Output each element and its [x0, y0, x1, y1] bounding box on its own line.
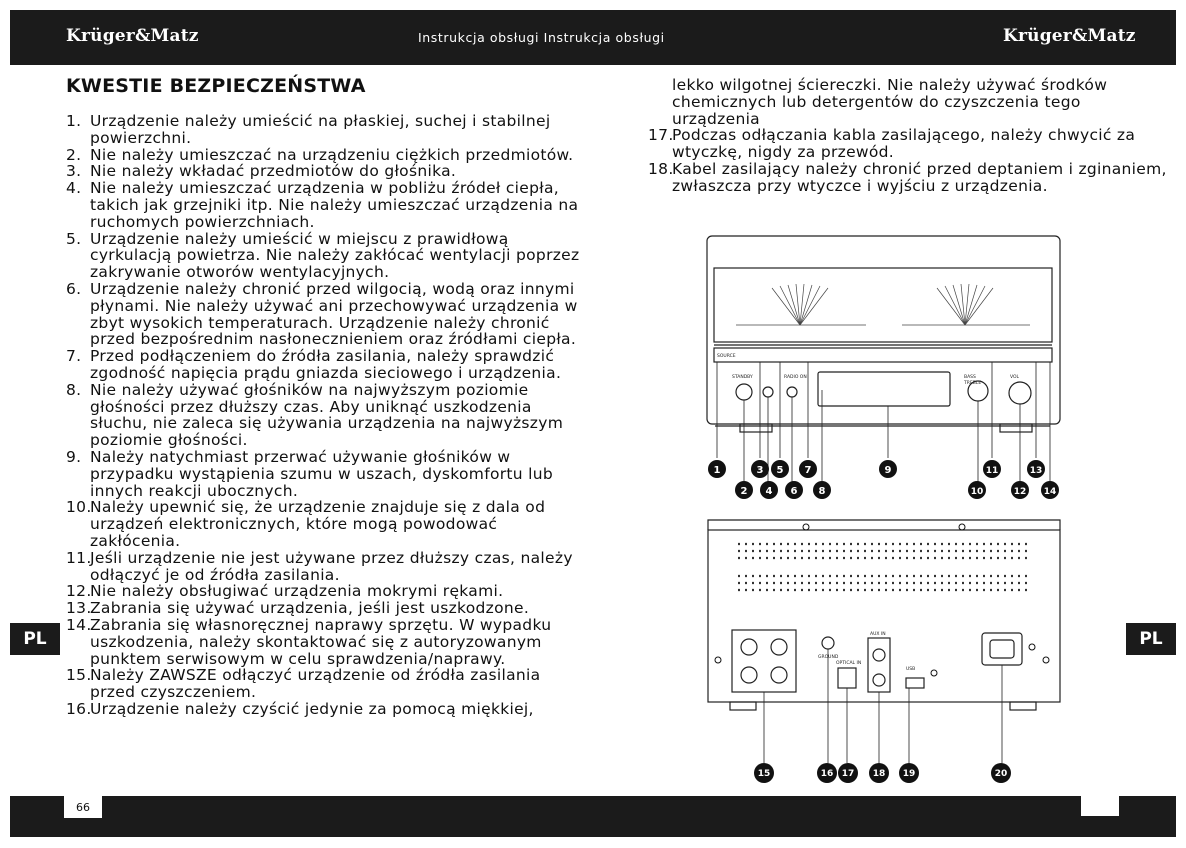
list-item: 9. Należy natychmiast przerwać używanie głośników w przypadku wystąpienia szumu w uszach, dyskomfortu lub innych reakcji ubocznych. [66, 447, 554, 500]
callout-5: 5 [776, 465, 784, 476]
callout-14: 14 [1043, 487, 1057, 497]
rear-leader-lines [764, 649, 1002, 763]
label-usb: USB [906, 667, 916, 672]
callout-10: 10 [970, 487, 984, 497]
front-callouts [708, 460, 1059, 499]
section-title: KWESTIE BEZPIECZEŃSTWA [66, 75, 366, 97]
brand-logo-left: Krüger&Matz [66, 26, 199, 46]
vent-holes [738, 544, 1032, 590]
vu-meter-left [736, 284, 866, 325]
list-item: 8. Nie należy używać głośników na najwyższym poziomie głośności przez dłuższy czas. Aby uniknąć uszkodzenia słuchu, nie zaleca się używania urządzenia na najwyższym poziomie głośności. [66, 380, 564, 450]
rear-panel [708, 520, 1060, 710]
label-optical: OPTICAL IN [836, 661, 862, 666]
footer-bar [10, 796, 1176, 837]
label-standby: STANDBY [732, 375, 753, 380]
list-item: 11. Jeśli urządzenie nie jest używane przez dłuższy czas, należy odłączyć je od źródła zasilania. [66, 548, 573, 584]
callout-15: 15 [757, 769, 771, 779]
callout-13: 13 [1029, 466, 1043, 476]
callout-1: 1 [713, 465, 721, 476]
list-item: 16. Urządzenie należy czyścić jedynie za pomocą miękkiej, [66, 699, 534, 718]
device-diagram [700, 230, 1070, 790]
callout-18: 18 [872, 769, 886, 779]
list-item: 2. Nie należy umieszczać na urządzeniu ciężkich przedmiotów. [66, 145, 574, 164]
callout-8: 8 [818, 486, 826, 497]
brand-logo-right: Krüger&Matz [1003, 26, 1136, 46]
callout-12: 12 [1013, 487, 1027, 497]
item-16-continuation: lekko wilgotnej ściereczki. Nie należy używać środków chemicznych lub detergentów do czyszczenia tego urządzenia [672, 76, 1108, 128]
callout-4: 4 [765, 486, 773, 497]
screws [715, 524, 1049, 676]
header-title: Instrukcja obsługi Instrukcja obsługi [418, 30, 665, 45]
list-item: 14. Zabrania się własnoręcznej naprawy sprzętu. W wypadku uszkodzenia, należy skontaktować się z autoryzowanym punktem serwisowym w celu sprawdzenia/naprawy. [66, 615, 552, 668]
list-item: 6. Urządzenie należy chronić przed wilgocią, wodą oraz innymi płynami. Nie należy używać ani przechowywać urządzenia w zbyt wysokich temperaturach. Urządzenie należy chronić przed bezpośrednim nasłonecznieniem oraz źródłami ciepła. [66, 279, 578, 349]
list-item: 13. Zabrania się używać urządzenia, jeśli jest uszkodzone. [66, 599, 530, 618]
label-bass: BASS [964, 375, 976, 380]
page-number-box [64, 796, 102, 818]
callout-2: 2 [740, 486, 748, 497]
safety-list-right-items [648, 127, 1168, 194]
callout-17: 17 [841, 769, 855, 779]
callout-7: 7 [804, 465, 812, 476]
list-item: 4. Nie należy umieszczać urządzenia w pobliżu źródeł ciepła, takich jak grzejniki itp. Nie należy umieszczać urządzenia na ruchomych powierzchniach. [66, 179, 579, 231]
rear-callouts [754, 763, 1011, 783]
list-item: 10. Należy upewnić się, że urządzenie znajduje się z dala od urządzeń elektronicznych, które mogą powodować zakłócenia. [66, 498, 546, 550]
list-item: 12. Nie należy obsługiwać urządzenia mokrymi rękami. [66, 582, 504, 601]
list-item: 17. Podczas odłączania kabla zasilającego, należy chwycić za wtyczkę, nigdy za przewód. [648, 126, 1136, 162]
label-aux: AUX IN [870, 632, 886, 637]
list-item: 3. Nie należy wkładać przedmiotów do głośnika. [66, 162, 457, 181]
page-number-box-right [1081, 796, 1119, 816]
list-item: 1. Urządzenie należy umieścić na płaskiej, suchej i stabilnej powierzchni. [66, 112, 551, 147]
label-ground: GROUND [818, 655, 839, 660]
label-source: SOURCE [717, 354, 736, 359]
safety-list-right [648, 77, 1168, 195]
callout-16: 16 [820, 769, 834, 779]
vu-meter-right [902, 284, 1030, 325]
list-item: 5. Urządzenie należy umieścić w miejscu z prawidłową cyrkulacją powietrza. Nie należy zakłócać wentylacji poprzez zakrywanie otworów wentylacyjnych. [66, 229, 580, 282]
safety-list-left [66, 113, 580, 718]
page-number: 66 [76, 801, 90, 814]
callout-6: 6 [790, 486, 798, 497]
language-tab-left: PL [10, 623, 60, 655]
label-vol: VOL [1010, 375, 1020, 380]
list-item: 15. Należy ZAWSZE odłączyć urządzenie od źródła zasilania przed czyszczeniem. [66, 666, 541, 702]
list-item: 7. Przed podłączeniem do źródła zasilania, należy sprawdzić zgodność napięcia prądu gniazda sieciowego i urządzenia. [66, 347, 562, 382]
callout-11: 11 [985, 466, 999, 476]
label-radio-on: RADIO ON [784, 375, 807, 380]
callout-20: 20 [994, 769, 1008, 779]
list-item: 18. Kabel zasilający należy chronić przed deptaniem i zginaniem, zwłaszcza przy wtyczce i wyjściu z urządzenia. [648, 159, 1167, 195]
callout-3: 3 [756, 465, 764, 476]
label-treble: TREBLE [964, 381, 982, 386]
vent-grille [738, 540, 1028, 543]
language-tab-right: PL [1126, 623, 1176, 655]
callout-19: 19 [902, 769, 916, 779]
callout-9: 9 [884, 465, 892, 476]
